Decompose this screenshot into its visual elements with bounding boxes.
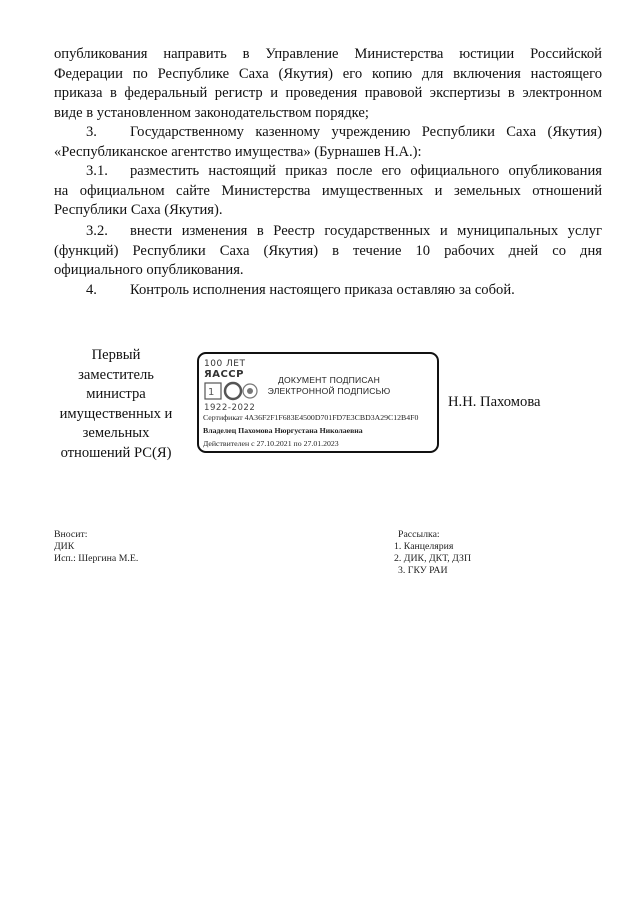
electronic-signature-stamp xyxy=(197,352,439,453)
certificate-owner: Владелец Пахомова Нюргустана Николаевна xyxy=(203,426,363,435)
text-line: Республики Саха (Якутия). xyxy=(54,202,223,218)
item-number: 3. xyxy=(86,124,97,140)
paragraph-3 xyxy=(54,123,602,162)
paragraph-publication xyxy=(54,45,602,123)
position-line: Первый xyxy=(91,347,141,363)
position-line: министра xyxy=(86,386,146,403)
certificate-validity: Действителен с 27.10.2021 по 27.01.2023 xyxy=(203,439,339,448)
text-line: приказа в федеральный регистр и проведения правовой экспертизы в электронном xyxy=(54,85,602,101)
text-line: внести изменения в Реестр государственных и муниципальных услуг xyxy=(130,223,602,239)
footer-line: 1. Канцелярия xyxy=(394,541,454,552)
logo-emblem-icon xyxy=(204,380,260,402)
text-line: виде в установленном законодательством порядке; xyxy=(54,104,369,121)
position-line: заместитель xyxy=(78,366,154,383)
footer-line: 3. ГКУ РАИ xyxy=(398,565,448,576)
item-number: 4. xyxy=(86,282,97,298)
item-number: 3.1. xyxy=(86,163,108,179)
text-line: опубликования направить в Управление Министерства юстиции Российской xyxy=(54,46,602,62)
signatory-position xyxy=(54,346,178,464)
footer-line: Исп.: Шергина М.Е. xyxy=(54,553,139,564)
text-line: официального опубликования. xyxy=(54,262,244,278)
text-line: Федерации по Республике Саха (Якутия) его копию для включения настоящего xyxy=(54,65,602,82)
footer-line: ДИК xyxy=(54,541,75,552)
text-line: разместить настоящий приказ после его официального опубликования xyxy=(130,163,602,179)
position-line: отношений РС(Я) xyxy=(60,444,172,461)
certificate-number: Сертификат 4A36F2F1F683E4500D701FD7E3CBD3A29C12B4F0 xyxy=(203,413,419,422)
paragraph-4 xyxy=(54,281,602,301)
distribution-block xyxy=(394,529,471,577)
item-number: 3.2. xyxy=(86,223,108,239)
text-line: Государственному казенному учреждению Республики Саха (Якутия) xyxy=(130,124,602,140)
submitted-by-block xyxy=(54,529,138,565)
footer-line: 2. ДИК, ДКТ, ДЗП xyxy=(394,553,472,564)
text-line: (функций) Республики Саха (Якутия) в течение 10 рабочих дней со дня xyxy=(54,242,602,259)
signatory-name: Н.Н. Пахомова xyxy=(448,394,541,410)
anniversary-logo: 100 ЛЕТ ЯАССР 1 1922-2022 xyxy=(204,359,258,413)
position-line: имущественных и xyxy=(59,405,173,422)
text-line: Контроль исполнения настоящего приказа оставляю за собой. xyxy=(130,282,515,298)
svg-text:1: 1 xyxy=(208,387,215,398)
paragraph-3-1 xyxy=(54,162,602,221)
text-line: «Республиканское агентство имущества» (Бурнашев Н.А.): xyxy=(54,143,422,160)
position-line: земельных xyxy=(82,425,150,442)
footer-line: Вносит: xyxy=(54,529,88,540)
stamp-header: ДОКУМЕНТ ПОДПИСАН ЭЛЕКТРОННОЙ ПОДПИСЬЮ xyxy=(267,375,391,396)
text-line: на официальном сайте Министерства имущественных и земельных отношений xyxy=(54,182,602,199)
paragraph-3-2 xyxy=(54,222,602,281)
footer-line: Рассылка: xyxy=(398,529,440,540)
